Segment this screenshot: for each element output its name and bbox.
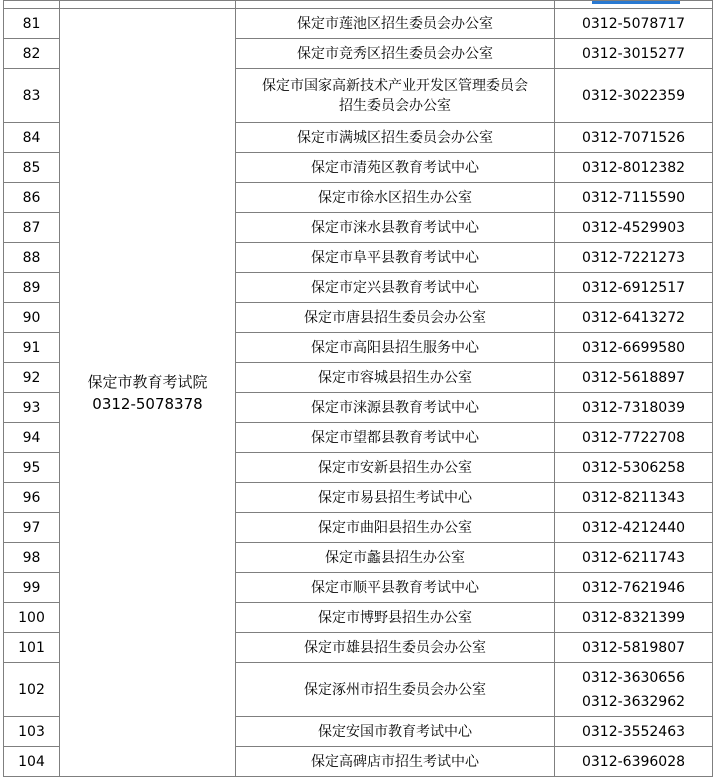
row-number: 104 [4,747,60,777]
office-phone: 0312-4212440 [555,513,713,543]
office-name-line: 招生委员会办公室 [339,97,451,114]
office-name: 保定市莲池区招生委员会办公室 [236,9,555,39]
office-phone: 0312-7071526 [555,123,713,153]
office-name: 保定市清苑区教育考试中心 [236,153,555,183]
row-number: 84 [4,123,60,153]
row-number: 95 [4,453,60,483]
row-number: 88 [4,243,60,273]
office-phone: 0312-6413272 [555,303,713,333]
office-phone: 0312-7722708 [555,423,713,453]
office-phone: 0312-5078717 [555,9,713,39]
row-number: 90 [4,303,60,333]
office-name: 保定市高阳县招生服务中心 [236,333,555,363]
row-number: 87 [4,213,60,243]
office-phone: 0312-6912517 [555,273,713,303]
contact-table [3,0,713,777]
org-phone: 0312-5078378 [92,394,203,413]
office-phone: 0312-4529903 [555,213,713,243]
office-phone: 0312-5306258 [555,453,713,483]
office-phone: 0312-7221273 [555,243,713,273]
row-number: 86 [4,183,60,213]
office-phone [555,663,713,717]
office-phone: 0312-3022359 [555,69,713,123]
office-phone: 0312-6699580 [555,333,713,363]
row-number: 82 [4,39,60,69]
office-phone: 0312-5819807 [555,633,713,663]
office-phone: 0312-6396028 [555,747,713,777]
office-name: 保定市徐水区招生办公室 [236,183,555,213]
office-phone: 0312-8211343 [555,483,713,513]
row-number: 81 [4,9,60,39]
office-name: 保定市安新县招生办公室 [236,453,555,483]
row-number: 97 [4,513,60,543]
office-phone: 0312-8012382 [555,153,713,183]
office-phone-line: 0312-3630656 [581,669,686,686]
office-name: 保定市顺平县教育考试中心 [236,573,555,603]
office-name: 保定市望都县教育考试中心 [236,423,555,453]
office-name: 保定市曲阳县招生办公室 [236,513,555,543]
office-phone: 0312-7318039 [555,393,713,423]
office-name: 保定高碑店市招生考试中心 [236,747,555,777]
row-number: 101 [4,633,60,663]
row-number: 103 [4,717,60,747]
org-cell [60,9,236,777]
office-phone: 0312-6211743 [555,543,713,573]
table-row [4,9,713,39]
office-phone-line: 0312-3632962 [581,693,686,710]
row-number: 98 [4,543,60,573]
office-name: 保定市蠡县招生办公室 [236,543,555,573]
office-phone: 0312-3015277 [555,39,713,69]
office-phone: 0312-7621946 [555,573,713,603]
office-name: 保定市博野县招生办公室 [236,603,555,633]
office-name: 保定市唐县招生委员会办公室 [236,303,555,333]
office-phone: 0312-7115590 [555,183,713,213]
office-phone: 0312-3552463 [555,717,713,747]
office-name: 保定市容城县招生办公室 [236,363,555,393]
row-number: 100 [4,603,60,633]
office-name: 保定涿州市招生委员会办公室 [236,663,555,717]
office-name: 保定市阜平县教育考试中心 [236,243,555,273]
row-number: 85 [4,153,60,183]
row-number: 99 [4,573,60,603]
table-row-top-edge [4,1,713,9]
office-name: 保定市雄县招生委员会办公室 [236,633,555,663]
office-phone: 0312-5618897 [555,363,713,393]
office-name: 保定市涞水县教育考试中心 [236,213,555,243]
office-name: 保定安国市教育考试中心 [236,717,555,747]
row-number: 93 [4,393,60,423]
row-number: 94 [4,423,60,453]
office-name: 保定市满城区招生委员会办公室 [236,123,555,153]
row-number: 102 [4,663,60,717]
row-number: 91 [4,333,60,363]
row-number: 96 [4,483,60,513]
office-phone: 0312-8321399 [555,603,713,633]
org-name: 保定市教育考试院 [87,372,208,391]
office-name: 保定市竞秀区招生委员会办公室 [236,39,555,69]
row-number: 89 [4,273,60,303]
office-name-line: 保定市国家高新技术产业开发区管理委员会 [262,77,528,94]
office-name: 保定市易县招生考试中心 [236,483,555,513]
row-number: 92 [4,363,60,393]
office-name: 保定市定兴县教育考试中心 [236,273,555,303]
office-name: 保定市涞源县教育考试中心 [236,393,555,423]
office-name [236,69,555,123]
row-number: 83 [4,69,60,123]
